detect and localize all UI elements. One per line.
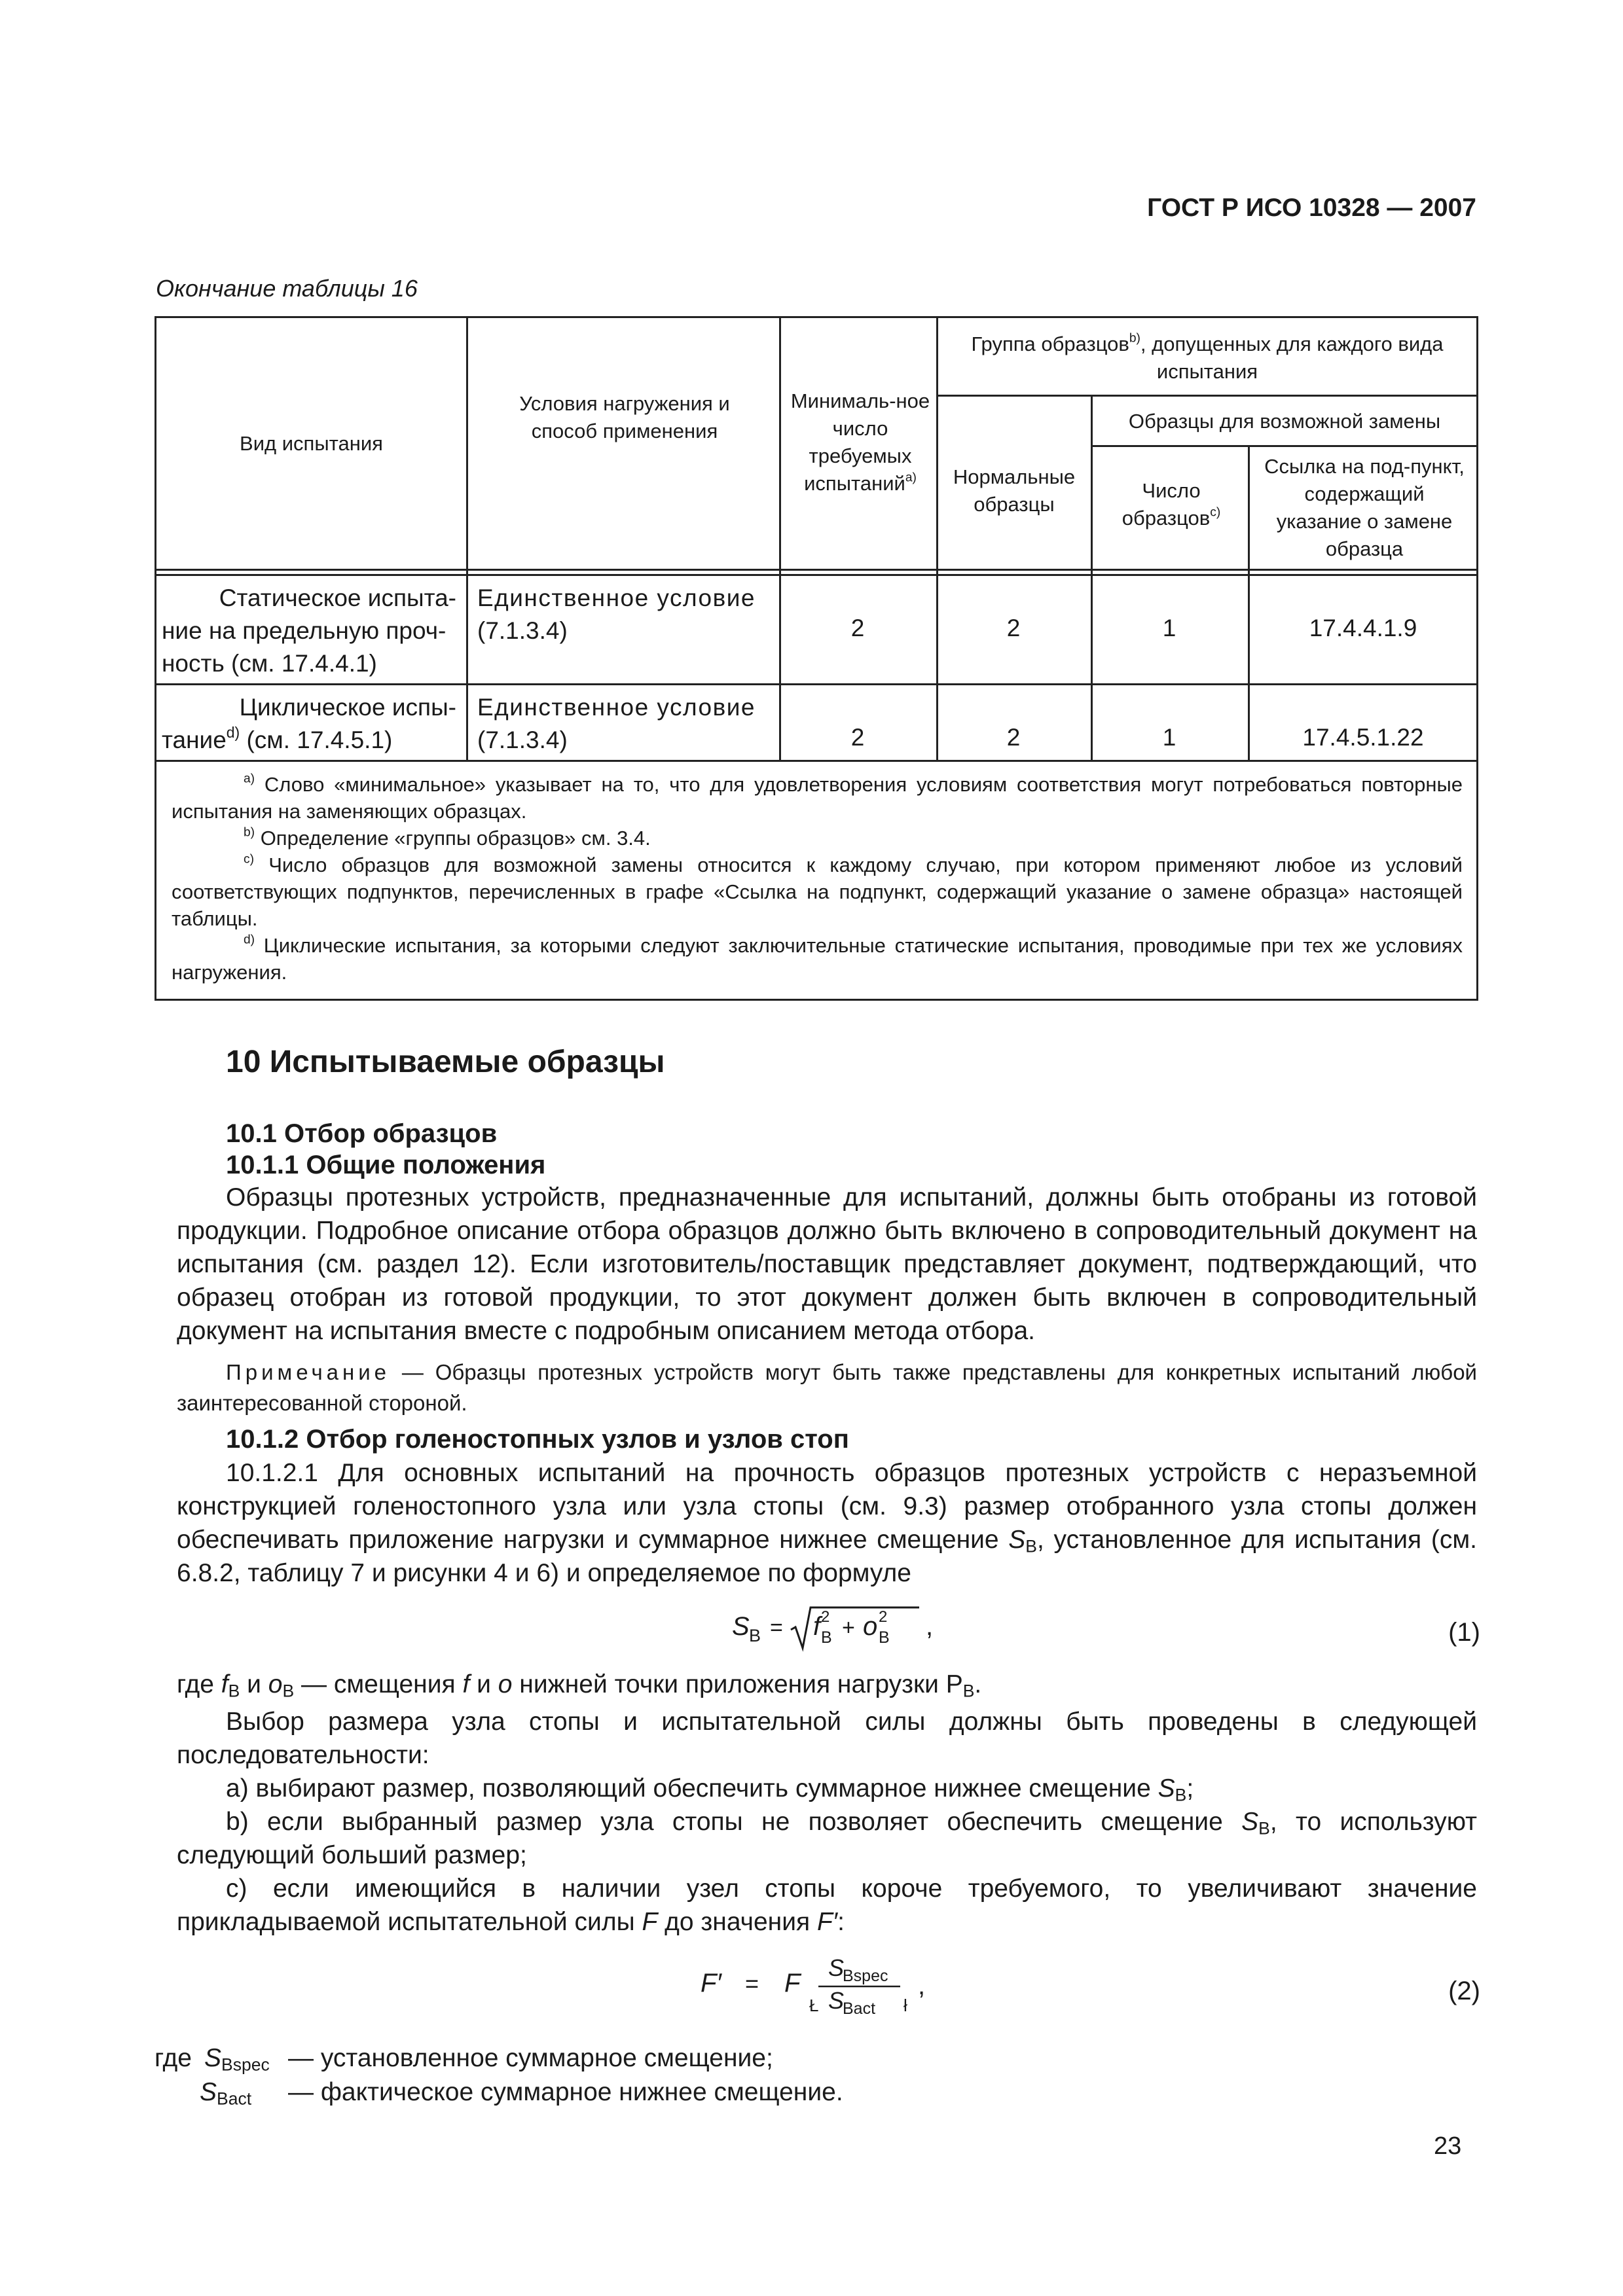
row1-min: 2 xyxy=(850,615,865,641)
row2-min: 2 xyxy=(850,724,865,751)
table-rule xyxy=(156,574,1478,576)
table-rule xyxy=(936,395,1478,397)
row1-test-type: Статическое испыта- ние на предельную проч- ность (см. 17.4.4.1) xyxy=(162,584,456,677)
footnote-c: $^{с)}$ Число образцов для возможной замены относится к каждому случаю, при котором применяют любое из условий соответствующих подпунктов, перечисленных в графе «Ссылка на подпункт, содержащий указание о замене образца» настоящей таблицы. xyxy=(172,852,1463,930)
table-rule xyxy=(779,318,781,760)
svg-text:Bact: Bact xyxy=(843,2000,876,2018)
header-count: Число образцов$^{с)}$ xyxy=(1122,479,1221,529)
svg-text:=: = xyxy=(745,1970,759,1997)
svg-text:B: B xyxy=(821,1628,832,1647)
table-caption: Окончание таблицы 16 xyxy=(156,275,418,302)
row1-reference: 17.4.4.1.9 xyxy=(1309,615,1417,641)
row2-normal: 2 xyxy=(1006,724,1021,751)
where-1: где $f_B$ и $o_B$ — смещения f и o нижней точки приложения нагрузки $P_B$. xyxy=(177,1670,982,1701)
header-load-conditions: Условия нагружения и способ применения xyxy=(519,391,730,442)
formula-2 xyxy=(701,1947,943,2026)
row2-reference: 17.4.5.1.22 xyxy=(1302,724,1424,751)
list-item-c: c) если имеющийся в наличии узел стопы короче требуемого, то увеличивают значение прикладываемой испытательной силы F до значения F′: xyxy=(177,1874,1477,1936)
svg-text:ł: ł xyxy=(903,1996,907,2015)
svg-text:F: F xyxy=(784,1969,801,1998)
where-2-symbol-2: $S_{Bact}$ xyxy=(200,2078,252,2109)
footnote-b: $^{b)}$ Определение «группы образцов» см. 3.4. xyxy=(244,825,651,850)
footnote-d: $^{d)}$ Циклические испытания, за которыми следуют заключительные статические испытания, проводимые при тех же условиях нагружения. xyxy=(172,933,1463,984)
row2-count: 1 xyxy=(1162,724,1176,751)
svg-text:S: S xyxy=(732,1612,750,1641)
table-rule xyxy=(936,318,938,760)
header-test-type: Вид испытания xyxy=(240,431,383,455)
svg-text:S: S xyxy=(828,1954,845,1981)
formula-1 xyxy=(732,1602,941,1661)
where-2-def-1: — установленное суммарное смещение; xyxy=(288,2044,773,2072)
svg-text:2: 2 xyxy=(821,1608,830,1626)
svg-text:F′: F′ xyxy=(701,1969,721,1998)
header-normal: Нормальные образцы xyxy=(953,465,1076,516)
row2-condition: Единственное условие (7.1.3.4) xyxy=(477,694,756,753)
header-replacement: Образцы для возможной замены xyxy=(1128,410,1441,433)
where-2-symbol-1: $S_{Bspec}$ xyxy=(204,2044,270,2075)
table-rule xyxy=(1091,445,1478,447)
paragraph-10-1-2-1: 10.1.2.1 Для основных испытаний на прочность образцов протезных устройств с неразъемной конструкцией голеностопного узла или узла стопы (см. 9.3) размер отобранного узла стопы должен обеспечивать приложение нагрузки и суммарное нижнее смещение $S_B$, установленное для испытания (см. 6.8.2, таблицу 7 и рисунки 4 и 6) и определяемое по формуле xyxy=(177,1459,1477,1587)
page-number: 23 xyxy=(1434,2132,1462,2160)
svg-text:,: , xyxy=(918,1971,926,2000)
section-title: 10 Испытываемые образцы xyxy=(226,1045,665,1079)
list-item-b: b) если выбранный размер узла стопы не позволяет обеспечить смещение $S_B$, то используют следующий больший размер; xyxy=(177,1808,1477,1869)
table-rule xyxy=(156,683,1478,685)
svg-text:,: , xyxy=(926,1612,934,1641)
subsection-10-1: 10.1 Отбор образцов xyxy=(226,1119,498,1148)
list-item-a: a) выбирают размер, позволяющий обеспечить суммарное нижнее смещение $S_B$; xyxy=(226,1774,1194,1805)
svg-text:f: f xyxy=(813,1612,821,1641)
svg-text:B: B xyxy=(749,1626,761,1645)
formula-1-graphic xyxy=(732,1602,941,1655)
subsection-10-1-1: 10.1.1 Общие положения xyxy=(226,1151,546,1179)
formula-2-graphic xyxy=(701,1947,943,2019)
table-rule xyxy=(156,760,1478,762)
table-rule xyxy=(1248,445,1250,760)
svg-text:S: S xyxy=(828,1987,845,2014)
equation-1-number: (1) xyxy=(1448,1618,1480,1647)
header-group: Группа образцов$^{b)}$, допущенных для каждого вида испытания xyxy=(971,331,1444,383)
header-reference: Ссылка на под-пункт, содержащий указание о замене образца xyxy=(1264,455,1465,560)
standard-header: ГОСТ Р ИСО 10328 — 2007 xyxy=(1147,194,1476,222)
table-rule xyxy=(466,318,468,760)
svg-text:+: + xyxy=(842,1615,855,1640)
svg-text:Ł: Ł xyxy=(809,1996,819,2015)
svg-text:Bspec: Bspec xyxy=(843,1967,888,1985)
svg-text:B: B xyxy=(879,1628,890,1647)
table-rule xyxy=(1091,395,1093,760)
equation-2-number: (2) xyxy=(1448,1977,1480,2005)
header-min-tests: Минималь-ное число требуемых испытаний$^{а)}$ xyxy=(790,389,930,495)
where-2-def-2: — фактическое суммарное нижнее смещение. xyxy=(288,2078,843,2106)
row1-condition: Единственное условие (7.1.3.4) xyxy=(477,584,756,644)
where-2-label: где xyxy=(155,2044,192,2072)
row2-test-type: Циклическое испы- тание$^{d)}$ (см. 17.4.5.1) xyxy=(162,694,456,753)
note: Примечание — Образцы протезных устройств могут быть также представлены для конкретных испытаний любой заинтересованной стороной. xyxy=(177,1360,1477,1415)
svg-text:=: = xyxy=(770,1615,783,1640)
svg-text:2: 2 xyxy=(879,1608,888,1626)
paragraph-general: Образцы протезных устройств, предназначенные для испытаний, должны быть отобраны из готовой продукции. Подробное описание отбора образцов должно быть включено в сопроводительный документ на испытания (см. раздел 12). Если изготовитель/поставщик представляет документ, подтверждающий, что образец отобран из готовой продукции, то этот документ должен быть включен в сопроводительный документ на испытания вместе с подробным описанием метода отбора. xyxy=(177,1183,1477,1345)
svg-text:o: o xyxy=(863,1612,878,1641)
table-rule xyxy=(156,569,1478,571)
paragraph-sequence: Выбор размера узла стопы и испытательной силы должны быть проведены в следующей последовательности: xyxy=(177,1708,1477,1769)
row1-normal: 2 xyxy=(1006,615,1021,641)
footnote-a: $^{а)}$ Слово «минимальное» указывает на то, что для удовлетворения условиям соответствия могут потребоваться повторные испытания на заменяющих образцах. xyxy=(172,772,1463,823)
row1-count: 1 xyxy=(1162,615,1176,641)
subsection-10-1-2: 10.1.2 Отбор голеностопных узлов и узлов стоп xyxy=(226,1425,849,1454)
